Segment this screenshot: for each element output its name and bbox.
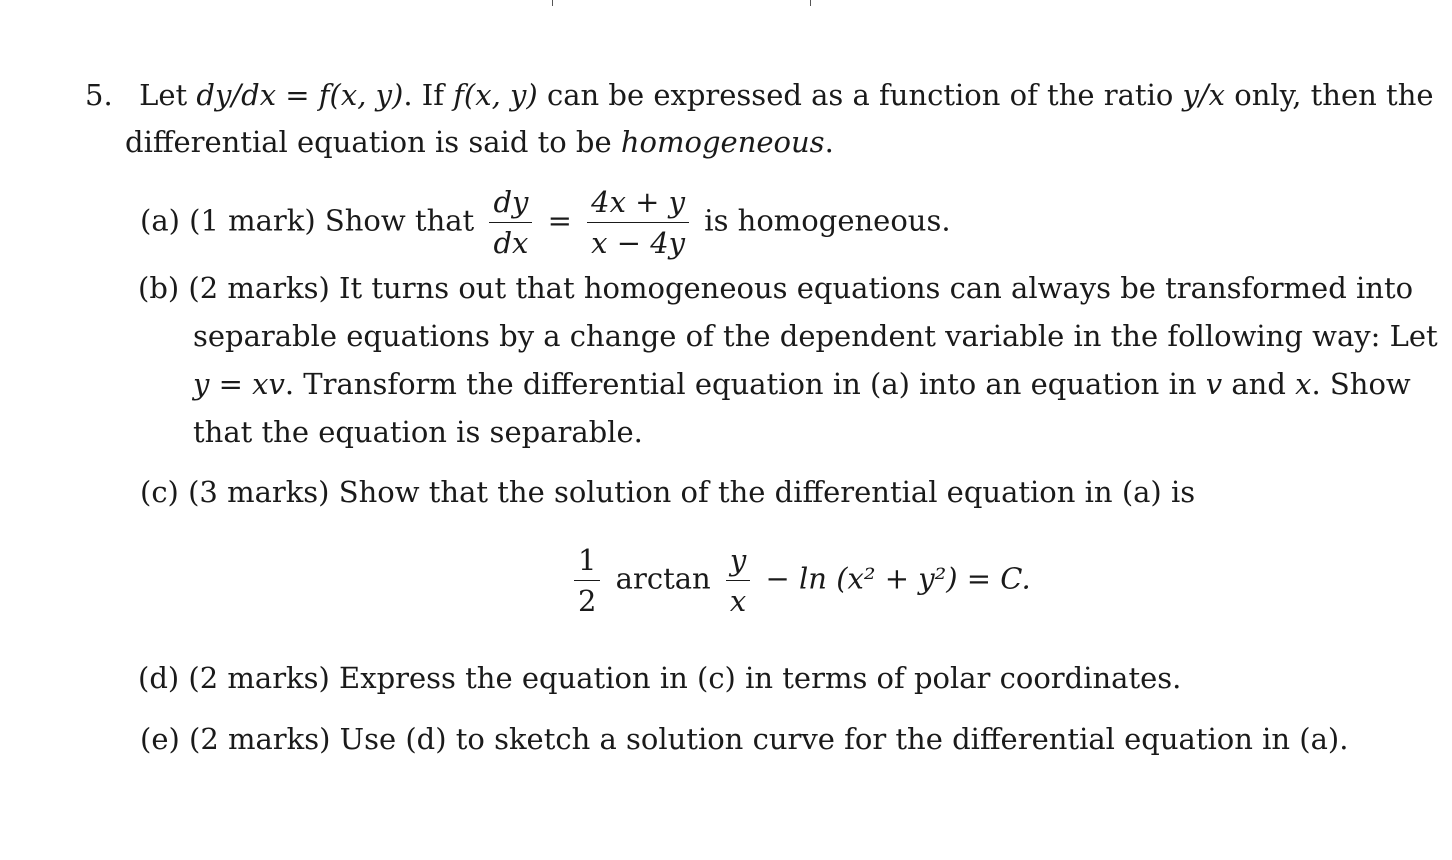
fraction-rhs: $\frac{4x + y}{x - 4y}$ bbox=[587, 182, 689, 263]
math-fxy: f(x, y) bbox=[318, 78, 404, 112]
math-dydx: dy/dx bbox=[196, 78, 277, 112]
fraction-one-half: $\frac{1}{2}$ bbox=[574, 540, 600, 621]
part-b-marks: (2 marks) bbox=[188, 271, 330, 305]
part-c-marks: (3 marks) bbox=[188, 475, 330, 509]
part-c: (c) (3 marks) Show that the solution of the differential equation in (a) is bbox=[140, 475, 1196, 509]
math-ratio: y/x bbox=[1182, 78, 1226, 112]
part-b-line-1: (b) (2 marks) It turns out that homogeneous equations can always be transformed into bbox=[138, 271, 1414, 305]
part-a-label: (a) bbox=[140, 203, 180, 238]
problem-intro-line-1: 5. Let dy/dx = f(x, y). If f(x, y) can be expressed as a function of the ratio y/x only, then the bbox=[85, 78, 1434, 112]
part-a-marks: (1 mark) bbox=[189, 203, 316, 238]
part-e-marks: (2 marks) bbox=[189, 722, 331, 756]
problem-number: 5. bbox=[85, 78, 113, 112]
part-a: (a) (1 mark) Show that $\frac{dy}{dx}$ = $\frac{4x + y}{x - 4y}$ is homogeneous. bbox=[140, 182, 951, 263]
part-e-label: (e) bbox=[140, 722, 180, 756]
part-d: (d) (2 marks) Express the equation in (c) in terms of polar coordinates. bbox=[138, 661, 1182, 695]
fraction-y-over-x: $\frac{y}{x}$ bbox=[726, 540, 750, 621]
part-b-label: (b) bbox=[138, 271, 180, 305]
math-fxy-2: f(x, y) bbox=[453, 78, 538, 112]
part-c-label: (c) bbox=[140, 475, 179, 509]
part-d-label: (d) bbox=[138, 661, 180, 695]
cropped-top-mark-right bbox=[810, 0, 811, 6]
term-homogeneous: homogeneous bbox=[620, 125, 825, 159]
fraction-dydx: $\frac{dy}{dx}$ bbox=[489, 182, 532, 263]
display-equation-c: $\frac{1}{2}$ arctan $\frac{y}{x}$ − ln (x² + y²) = C. bbox=[568, 540, 1031, 621]
part-b-line-2: separable equations by a change of the dependent variable in the following way: Let bbox=[193, 319, 1438, 353]
cropped-top-mark-left bbox=[552, 0, 553, 6]
part-e: (e) (2 marks) Use (d) to sketch a solution curve for the differential equation in (a). bbox=[140, 722, 1349, 756]
part-b-line-3: y = xv. Transform the differential equation in (a) into an equation in v and x. Show bbox=[193, 367, 1411, 401]
part-b-line-4: that the equation is separable. bbox=[193, 415, 643, 449]
problem-intro-line-2: differential equation is said to be homogeneous. bbox=[125, 125, 834, 159]
part-d-marks: (2 marks) bbox=[188, 661, 330, 695]
